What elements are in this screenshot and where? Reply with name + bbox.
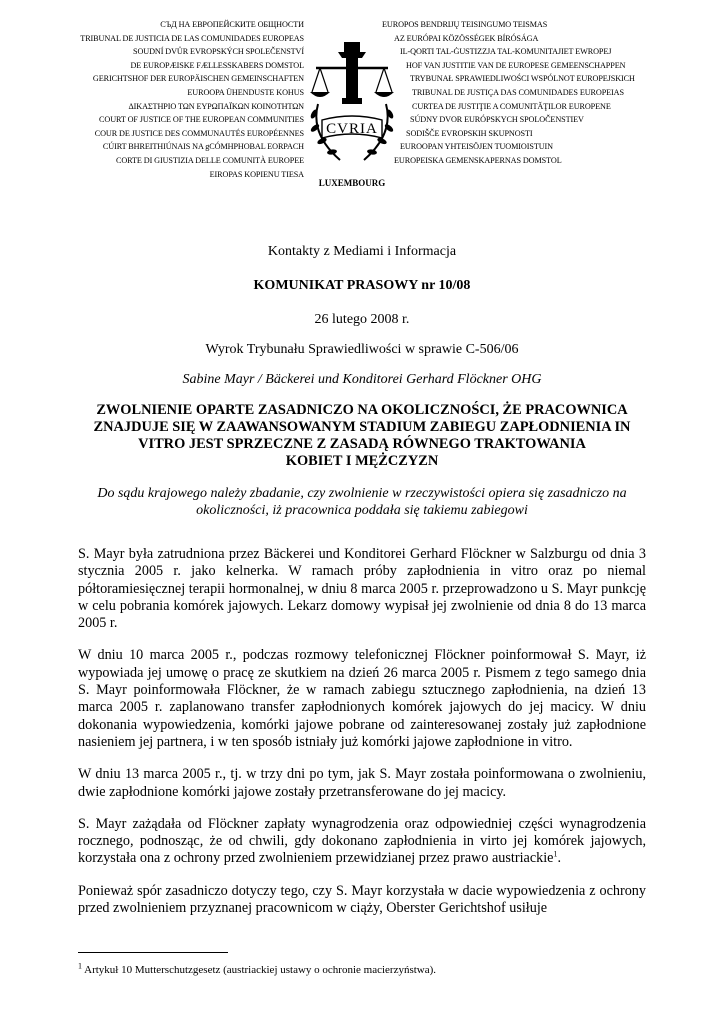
court-name: SOUDNÍ DVŮR EVROPSKÝCH SPOLEČENSTVÍ	[133, 47, 304, 57]
court-name: TRIBUNAL DE JUSTIÇA DAS COMUNIDADES EUROPEIAS	[412, 87, 624, 97]
court-name: EUROPEISKA GEMENSKAPERNAS DOMSTOL	[394, 155, 562, 165]
subheadline-line: okoliczności, iż pracownica poddała się takiemu zabiegowi	[196, 503, 528, 518]
court-name: HOF VAN JUSTITIE VAN DE EUROPESE GEMEENSCHAPPEN	[406, 60, 626, 70]
article-body	[78, 546, 646, 932]
court-name: TRYBUNAŁ SPRAWIEDLIWOŚCI WSPÓLNOT EUROPEJSKICH	[410, 74, 635, 84]
court-name: GERICHTSHOF DER EUROPÄISCHEN GEMEINSCHAFTEN	[92, 74, 304, 84]
headline	[60, 402, 664, 470]
court-name: EUROOPAN YHTEISÖJEN TUOMIOISTUIN	[400, 142, 553, 152]
press-release-number: KOMUNIKAT PRASOWY nr 10/08	[253, 278, 471, 293]
case-parties: Sabine Mayr / Bäckerei und Konditorei Gerhard Flöckner OHG	[182, 372, 542, 387]
court-header	[0, 14, 724, 194]
headline-line: ZWOLNIENIE OPARTE ZASADNICZO NA OKOLICZNOŚCI, ŻE PRACOWNICA	[96, 402, 628, 418]
court-name: AZ EURÓPAI KÖZÖSSÉGEK BÍRÓSÁGA	[394, 33, 539, 43]
court-name: CORTE DI GIUSTIZIA DELLE COMUNITÀ EUROPEE	[115, 155, 304, 165]
svg-text:CVRIA: CVRIA	[326, 121, 378, 137]
court-name: CÚIRT BHREITHIÚNAIS NA gCÓMHPHOBAL EORPACH	[102, 142, 304, 152]
headline-line: VITRO JEST SPRZECZNE Z ZASADĄ RÓWNEGO TRAKTOWANIA	[138, 436, 586, 452]
headline-line: KOBIET I MĘŻCZYZN	[285, 453, 439, 469]
court-name: IL-QORTI TAL-ĠUSTIZZJA TAL-KOMUNITAJIET EWROPEJ	[400, 47, 612, 57]
paragraph	[78, 816, 646, 868]
headline-line: ZNAJDUJE SIĘ W ZAAWANSOWANYM STADIUM ZABIEGU ZAPŁODNIENIA IN	[93, 419, 631, 435]
court-name: DE EUROPÆISKE FÆLLESSKABERS DOMSTOL	[130, 60, 304, 70]
city-label: LUXEMBOURG	[318, 178, 386, 188]
court-name: TRIBUNAL DE JUSTICIA DE LAS COMUNIDADES EUROPEAS	[80, 33, 304, 43]
court-name: CURTEA DE JUSTIŢIE A COMUNITĂŢILOR EUROPENE	[412, 101, 611, 111]
court-names-left	[0, 18, 304, 181]
release-date: 26 lutego 2008 r.	[314, 312, 410, 327]
court-name: EIROPAS KOPIENU TIESA	[209, 169, 304, 179]
court-names-right	[382, 18, 702, 168]
paragraph-text: S. Mayr zażądała od Flöckner zapłaty wynagrodzenia oraz odpowiedniej części wynagrodzenia rocznego, podnosząc, że od chwili, gdy dokonano zapłodnienia in virto jej komórek jajowych, korzystała ona z ochrony przed zwolnieniem przewidzianej przez prawo austriackie	[78, 815, 646, 867]
court-name: СЪД НА ЕВРОПЕЙСКИТЕ ОБЩНОСТИ	[160, 20, 304, 29]
court-name: COURT OF JUSTICE OF THE EUROPEAN COMMUNITIES	[99, 115, 304, 125]
department-label: Kontakty z Mediami i Informacja	[267, 244, 457, 259]
paragraph-end: .	[557, 850, 562, 867]
court-name: ΔΙΚΑΣΤΗΡΙΟ ΤΩΝ ΕΥΡΩΠΑΪΚΩΝ ΚΟΙΝΟΤΗΤΩΝ	[128, 101, 304, 111]
court-name: EUROOPA ÜHENDUSTE KOHUS	[187, 87, 304, 97]
footnote-number: 1	[78, 961, 82, 971]
court-name: EUROPOS BENDRIJŲ TEISINGUMO TEISMAS	[382, 20, 548, 29]
court-name: SÚDNY DVOR EURÓPSKYCH SPOLOČENSTIEV	[410, 115, 584, 125]
footnote-ref[interactable]: 1	[553, 849, 558, 859]
case-reference: Wyrok Trybunału Sprawiedliwości w sprawie C-506/06	[205, 342, 519, 357]
footnote-text: Artykuł 10 Mutterschutzgesetz (austriackiej ustawy o ochronie macierzyństwa).	[82, 964, 437, 976]
paragraph: Ponieważ spór zasadniczo dotyczy tego, czy S. Mayr korzystała w dacie wypowiedzenia z ochrony przed zwolnieniem przyznanej pracownicom w ciąży, Oberster Gerichtshof usiłuje	[78, 882, 646, 917]
footnote	[78, 961, 658, 976]
court-name: COUR DE JUSTICE DES COMMUNAUTÉS EUROPÉENNES	[94, 128, 304, 138]
subheadline-line: Do sądu krajowego należy zbadanie, czy zwolnienie w rzeczywistości opiera się zasadniczo na	[97, 486, 627, 501]
paragraph: W dniu 10 marca 2005 r., podczas rozmowy telefonicznej Flöckner poinformował S. Mayr, iż wypowiada jej umowę o pracę ze skutkiem na dzień 26 marca 2005 r. Pismem z tego samego dnia S. Mayr poinformowała Flöckner, że w ramach zabiegu sztucznego zapłodnienia, na dzień 13 marca 2005 r. zaplanowano transfer zapłodnionych komórek jajowych do jej macicy. W dniu dokonania wypowiedzenia, komórki jajowe pobrane od zainteresowanej zostały już zapłodnione nasieniem jej partnera, i w ten sposób istniały już komórki jajowe zapłodnione in vitro.	[78, 647, 646, 750]
footnote-divider	[78, 952, 228, 953]
court-name: SODIŠČE EVROPSKIH SKUPNOSTI	[406, 128, 533, 138]
paragraph: S. Mayr była zatrudniona przez Bäckerei und Konditorei Gerhard Flöckner w Salzburgu od dnia 3 stycznia 2005 r. jako kelnerka. W ramach próby zapłodnienia in vitro oraz po niemal półtoramiesięcznej terapii hormonalnej, w dniu 8 marca 2005 r. przeprowadzono u S. Mayr punkcję w celu pobrania komórek jajowych. Lekarz domowy wypisał jej zwolnienie od dnia 8 do 13 marca 2005 r.	[78, 546, 646, 632]
paragraph: W dniu 13 marca 2005 r., tj. w trzy dni po tym, jak S. Mayr została poinformowana o zwolnieniu, dwie zapłodnione komórki jajowe zostały przetransferowane do jej macicy.	[78, 766, 646, 800]
subheadline	[60, 485, 664, 519]
